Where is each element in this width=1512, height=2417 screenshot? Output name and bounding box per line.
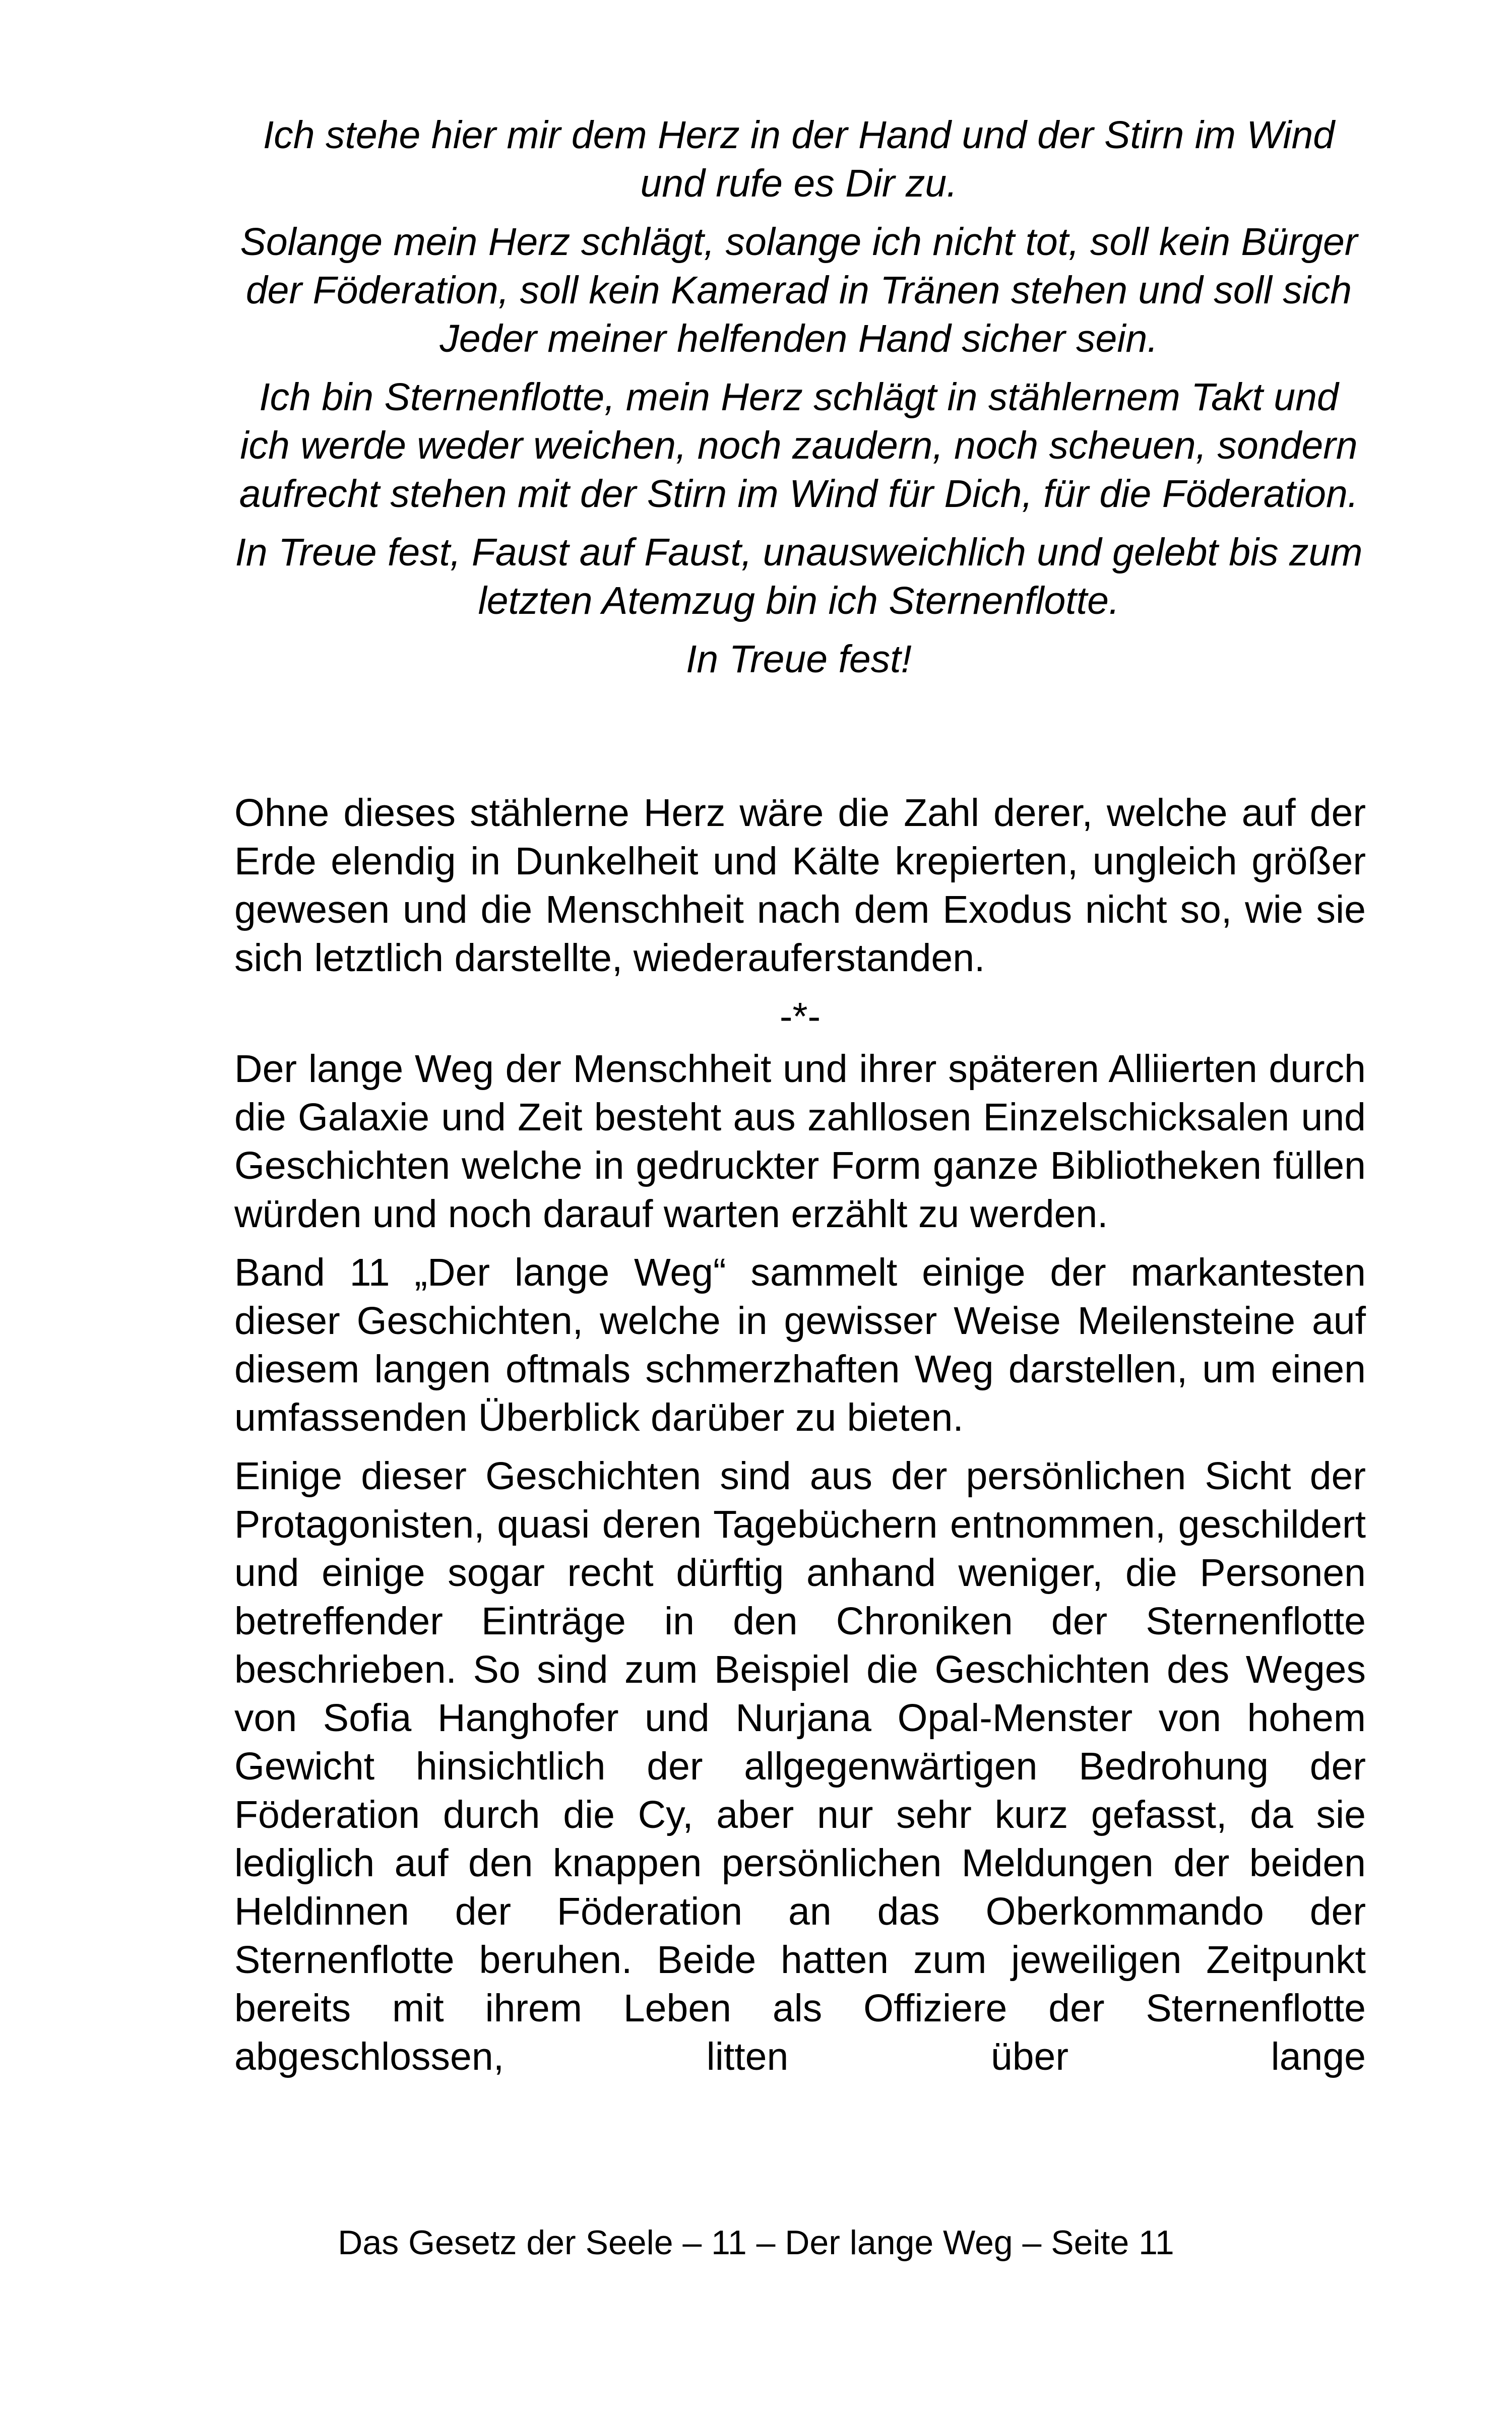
body-paragraph: Ohne dieses stählerne Herz wäre die Zahl derer, welche auf der Erde elendig in Dunkelheit und Kälte krepierten, ungleich größer gewesen und die Menschheit nach dem Exodus nicht so, wie sie sich letztlich darstellte, wiederauferstanden.	[234, 791, 1366, 980]
oath-paragraph: Solange mein Herz schlägt, solange ich nicht tot, soll kein Bürger der Föderation, soll kein Kamerad in Tränen stehen und soll sich Jeder meiner helfenden Hand sicher sein.	[240, 220, 1358, 360]
oath-closing: In Treue fest!	[686, 638, 912, 681]
oath-paragraph: In Treue fest, Faust auf Faust, unausweichlich und gelebt bis zum letzten Atemzug bin ich Sternenflotte.	[235, 531, 1363, 622]
oath-paragraph: Ich stehe hier mir dem Herz in der Hand und der Stirn im Wind und rufe es Dir zu.	[263, 113, 1335, 205]
body-paragraph: Der lange Weg der Menschheit und ihrer späteren Alliierten durch die Galaxie und Zeit besteht aus zahllosen Einzelschicksalen und Geschichten welche in gedruckter Form ganze Bibliotheken füllen würden und noch darauf warten erzählt zu werden.	[234, 1047, 1366, 1236]
body-text	[234, 789, 1366, 2091]
page-footer: Das Gesetz der Seele – 11 – Der lange Weg – Seite 11	[338, 2223, 1174, 2262]
section-separator: -*-	[779, 995, 821, 1038]
body-paragraph: Einige dieser Geschichten sind aus der persönlichen Sicht der Protagonisten, quasi deren Tagebüchern entnommen, geschildert und einige sogar recht dürftig anhand weniger, die Personen betreffender Einträge in den Chroniken der Sternenflotte beschrieben. So sind zum Beispiel die Geschichten des Weges von Sofia Hanghofer und Nurjana Opal-Menster von hohem Gewicht hinsichtlich der allgegenwärtigen Bedrohung der Föderation durch die Cy, aber nur sehr kurz gefasst, da sie lediglich auf den knappen persönlichen Meldungen der beiden Heldinnen der Föderation an das Oberkommando der Sternenflotte beruhen. Beide hatten zum jeweiligen Zeitpunkt bereits mit ihrem Leben als Offiziere der Sternenflotte abgeschlossen, litten über lange	[234, 1454, 1366, 2078]
oath-verse	[234, 111, 1363, 693]
oath-paragraph: Ich bin Sternenflotte, mein Herz schlägt in stählernem Takt und ich werde weder weichen, noch zaudern, noch scheuen, sondern aufrecht stehen mit der Stirn im Wind für Dich, für die Föderation.	[239, 375, 1359, 516]
body-paragraph: Band 11 „Der lange Weg“ sammelt einige der markantesten dieser Geschichten, welche in gewisser Weise Meilensteine auf diesem langen oftmals schmerzhaften Weg darstellen, um einen umfassenden Überblick darüber zu bieten.	[234, 1251, 1366, 1439]
